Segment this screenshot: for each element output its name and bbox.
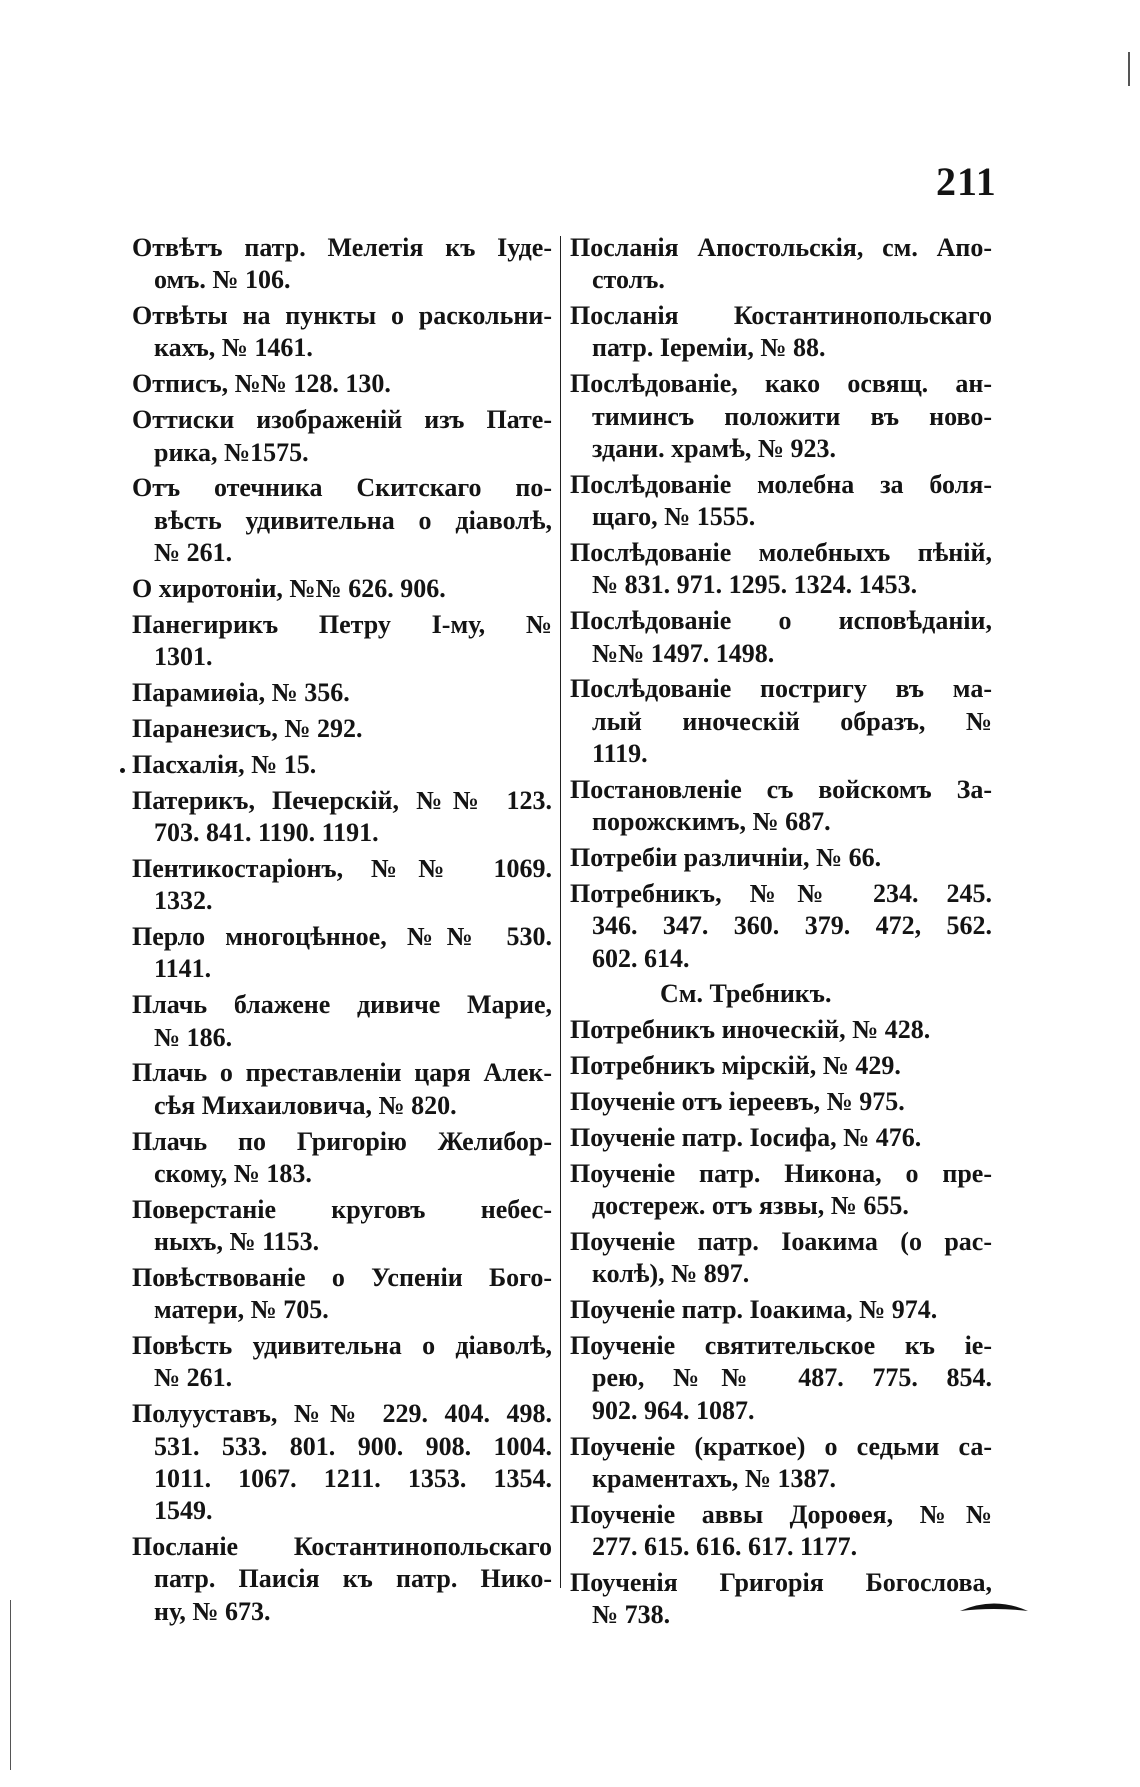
index-entry xyxy=(132,368,552,400)
page-number: 211 xyxy=(936,159,997,204)
ink-dot xyxy=(120,768,125,773)
index-entry xyxy=(132,1330,552,1395)
entry-line: 602. 614. xyxy=(592,943,690,973)
entry-line: Послѣдованіе, како освящ. ан- xyxy=(570,369,992,399)
index-entry xyxy=(570,1431,992,1496)
index-entry xyxy=(570,1330,992,1427)
entry-line: Потребникъ, №№ 234. 245. xyxy=(570,878,992,908)
entry-line: Потребникъ иноческій, № 428. xyxy=(570,1015,931,1045)
column-divider xyxy=(560,236,561,1588)
index-entry xyxy=(132,921,552,986)
index-entry xyxy=(570,1226,992,1291)
entry-line: 1332. xyxy=(154,886,213,916)
entry-line: Плачь по Григорію Желибор- xyxy=(132,1126,552,1156)
see-reference: См. Требникъ. xyxy=(660,979,832,1009)
index-entry xyxy=(132,989,552,1054)
index-entry xyxy=(132,713,552,745)
index-entry xyxy=(132,1531,552,1628)
index-entry xyxy=(132,1057,552,1122)
entry-line: Пасхалія, № 15. xyxy=(132,749,317,779)
index-entry xyxy=(570,1122,992,1154)
entry-line: Патерикъ, Печерскій, №№ 123. xyxy=(132,785,552,815)
entry-line: Паранезисъ, № 292. xyxy=(132,713,363,743)
entry-line: Отъ отечника Скитскаго по- xyxy=(132,473,552,503)
entry-line: рика, №1575. xyxy=(154,437,309,467)
entry-line: Поверстаніе круговъ небес- xyxy=(132,1194,552,1224)
entry-line: Потребникъ мірскій, № 429. xyxy=(570,1051,901,1081)
entry-line: Постановленіе съ войскомъ За- xyxy=(570,774,992,804)
entry-line: № 831. 971. 1295. 1324. 1453. xyxy=(592,570,918,600)
entry-line: вѣсть удивительна о діаволѣ, xyxy=(154,505,552,535)
entry-line: рею, №№ 487. 775. 854. xyxy=(592,1363,992,1393)
entry-line: 531. 533. 801. 900. 908. 1004. xyxy=(154,1431,552,1461)
entry-line: скому, № 183. xyxy=(154,1158,312,1188)
index-entry xyxy=(132,1126,552,1191)
entry-line: Поученія Григорія Богослова, xyxy=(570,1568,992,1598)
entry-line: Поученіе (краткое) о седьми са- xyxy=(570,1431,992,1461)
index-entry xyxy=(132,573,552,605)
index-entry xyxy=(132,677,552,709)
index-entry xyxy=(570,605,992,670)
index-entry xyxy=(132,785,552,850)
entry-line: Послѣдованіе постригу въ ма- xyxy=(570,674,992,704)
index-entry xyxy=(132,1398,552,1527)
entry-line: Оттиски изображеній изъ Пате- xyxy=(132,405,552,435)
entry-line: 902. 964. 1087. xyxy=(592,1395,755,1425)
entry-line: 1011. 1067. 1211. 1353. 1354. xyxy=(154,1463,552,1493)
entry-line: № 186. xyxy=(154,1022,233,1052)
entry-line: Поученіе патр. Никона, о пре- xyxy=(570,1158,992,1188)
entry-line: ныхъ, № 1153. xyxy=(154,1227,320,1257)
index-entry xyxy=(132,749,552,781)
entry-line: порожскимъ, № 687. xyxy=(592,807,831,837)
index-entry xyxy=(132,609,552,674)
index-entry xyxy=(132,232,552,297)
index-entry xyxy=(570,368,992,465)
entry-line: щаго, № 1555. xyxy=(592,502,756,532)
end-ornament-icon xyxy=(958,1600,1030,1614)
entry-line: Повѣствованіе о Успеніи Бого- xyxy=(132,1263,552,1292)
entry-line: Поученіе патр. Іосифа, № 476. xyxy=(570,1123,922,1153)
entry-line: Послѣдованіе молебна за боля- xyxy=(570,469,992,499)
index-entry xyxy=(570,978,992,1010)
entry-line: 1549. xyxy=(154,1496,213,1526)
index-entry xyxy=(570,1086,992,1118)
entry-line: тиминсъ положити въ ново- xyxy=(592,401,992,431)
entry-line: колѣ), № 897. xyxy=(592,1259,750,1289)
index-entry xyxy=(570,1294,992,1326)
entry-line: достереж. отъ язвы, № 655. xyxy=(592,1191,909,1221)
index-entry xyxy=(132,853,552,918)
index-entry xyxy=(570,300,992,365)
index-entry xyxy=(570,469,992,534)
entry-line: Послѣдованіе о исповѣданіи, xyxy=(570,606,992,636)
edge-mark-top xyxy=(1128,52,1130,86)
entry-line: Панегирикъ Петру I-му, № xyxy=(132,609,552,639)
entry-line: Парамиѳіа, № 356. xyxy=(132,678,350,708)
entry-line: ну, № 673. xyxy=(154,1596,271,1626)
entry-line: Потребіи различніи, № 66. xyxy=(570,843,882,873)
entry-line: Послѣдованіе молебныхъ пѣній, xyxy=(570,538,992,568)
entry-line: Поученіе патр. Іоакима, № 974. xyxy=(570,1295,938,1325)
entry-line: сѣя Михаиловича, № 820. xyxy=(154,1090,457,1120)
entry-line: 277. 615. 616. 617. 1177. xyxy=(592,1532,858,1562)
entry-line: 1141. xyxy=(154,954,212,984)
index-entry xyxy=(570,774,992,839)
index-entry xyxy=(132,300,552,365)
right-column xyxy=(570,232,992,1635)
entry-line: патр. Іереміи, № 88. xyxy=(592,333,826,363)
entry-line: 1301. xyxy=(154,642,213,672)
index-entry xyxy=(570,878,992,975)
entry-line: 703. 841. 1190. 1191. xyxy=(154,817,379,847)
entry-line: № 261. xyxy=(154,1363,233,1393)
entry-line: матери, № 705. xyxy=(154,1295,329,1325)
entry-line: омъ. № 106. xyxy=(154,265,291,295)
entry-line: столъ. xyxy=(592,265,665,295)
entry-line: краментахъ, № 1387. xyxy=(592,1463,837,1493)
entry-line: О хиротоніи, №№ 626. 906. xyxy=(132,573,446,603)
index-entry xyxy=(570,842,992,874)
entry-line: Поученіе аввы Дороѳея, №№ xyxy=(570,1499,992,1529)
index-entry xyxy=(570,673,992,770)
entry-line: Перло многоцѣнное, №№ 530. xyxy=(132,922,552,952)
entry-line: №№ 1497. 1498. xyxy=(592,638,775,668)
index-entry xyxy=(570,1499,992,1564)
entry-line: 1119. xyxy=(592,739,648,769)
entry-line: Повѣсть удивительна о діаволѣ, xyxy=(132,1331,552,1361)
index-entry xyxy=(570,1014,992,1046)
index-entry xyxy=(570,537,992,602)
entry-line: Поученіе патр. Іоакима (о рас- xyxy=(570,1227,992,1257)
index-entry xyxy=(570,232,992,297)
entry-line: лый иноческій образъ, № xyxy=(592,706,992,736)
entry-line: Отвѣтъ патр. Мелетія къ Іуде- xyxy=(132,233,552,262)
entry-line: Поученіе святительское къ іе- xyxy=(570,1331,992,1361)
entry-line: Пентикостаріонъ, №№ 1069. xyxy=(132,853,552,883)
entry-line: патр. Паисія къ патр. Нико- xyxy=(154,1564,552,1594)
index-entry xyxy=(570,1158,992,1223)
entry-line: № 261. xyxy=(154,538,233,568)
index-entry xyxy=(132,1262,552,1327)
entry-line: № 738. xyxy=(592,1600,671,1630)
entry-line: Посланіе Костантинопольскаго xyxy=(132,1532,552,1562)
entry-line: Полууставъ, №№ 229. 404. 498. xyxy=(132,1399,552,1429)
entry-line: здани. храмѣ, № 923. xyxy=(592,433,836,463)
entry-line: Плачь о преставленіи царя Алек- xyxy=(132,1058,552,1088)
entry-line: Посланія Апостольскія, см. Апо- xyxy=(570,233,992,262)
end-ornament xyxy=(958,1600,1030,1619)
index-entry xyxy=(132,1194,552,1259)
entry-line: Плачь блажене дивиче Марие, xyxy=(132,990,552,1020)
entry-line: кахъ, № 1461. xyxy=(154,333,313,363)
entry-line: 346. 347. 360. 379. 472, 562. xyxy=(592,911,992,941)
entry-line: Отписъ, №№ 128. 130. xyxy=(132,369,391,399)
entry-line: Поученіе отъ іереевъ, № 975. xyxy=(570,1087,905,1117)
left-column xyxy=(132,232,552,1632)
index-entry xyxy=(570,1567,992,1632)
index-entry xyxy=(132,404,552,469)
index-entry xyxy=(132,472,552,569)
index-entry xyxy=(570,1050,992,1082)
entry-line: Отвѣты на пункты о раскольни- xyxy=(132,301,552,331)
edge-mark-bottom xyxy=(10,1600,11,1770)
entry-line: Посланія Костантинопольскаго xyxy=(570,301,992,331)
